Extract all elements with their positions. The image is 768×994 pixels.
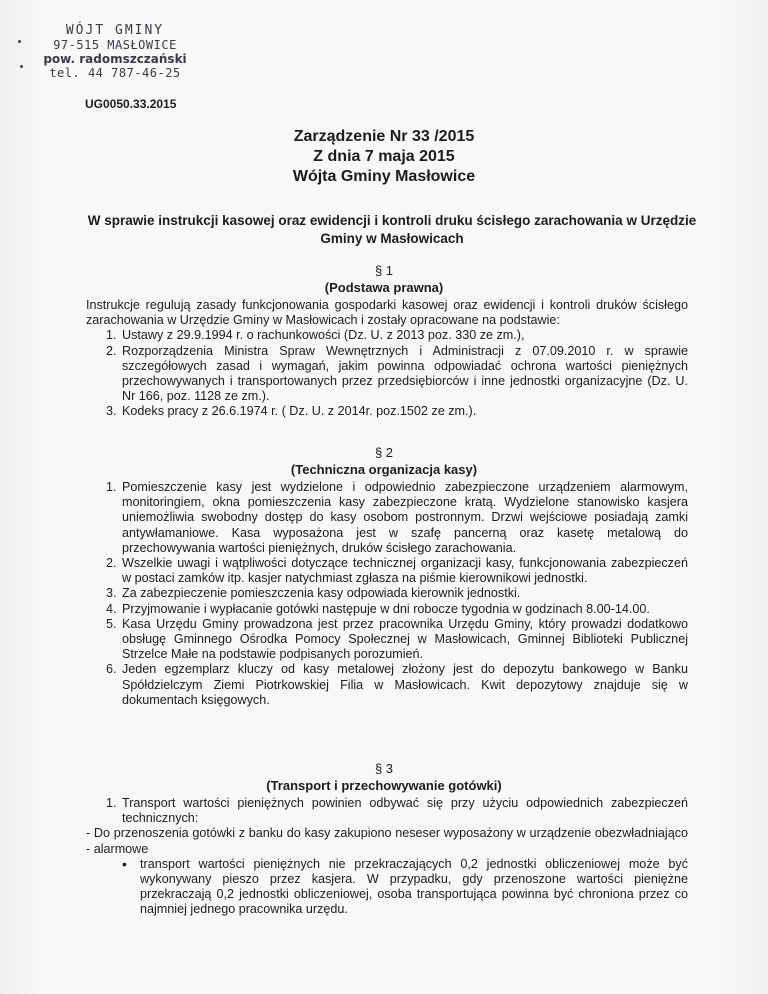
title-line-2: Z dnia 7 maja 2015 <box>313 148 455 165</box>
section-1-intro: Instrukcje regulują zasady funkcjonowania gospodarki kasowej oraz ewidencji i kontroli druków ścisłego zarachowania w Urzędzie Gminy w Masłowicach i zostały opracowane na podstawie: <box>86 298 688 328</box>
section-3-heading: (Transport i przechowywanie gotówki) <box>266 778 502 793</box>
section-2-header <box>0 444 768 478</box>
list-item: 5. Kasa Urzędu Gminy prowadzona jest przez pracownika Urzędu Gminy, który prowadzi dodatkowo obsługę Gminnego Ośrodka Pomocy Społecznej w Masłowicach, Gminnej Biblioteki Publicznej Strzelce Małe na podstawie podpisanych porozumień. <box>120 617 688 663</box>
section-1-number: § 1 <box>374 263 394 278</box>
reference-number: UG0050.33.2015 <box>85 97 177 111</box>
title-line-1: Zarządzenie Nr 33 /2015 <box>293 128 475 145</box>
section-3-bullets <box>86 857 688 918</box>
office-stamp <box>30 24 200 80</box>
section-2-body <box>86 480 688 708</box>
scan-speck <box>18 40 21 43</box>
section-3-list <box>86 796 688 826</box>
list-item: 6. Jeden egzemplarz kluczy od kasy metalowej złożony jest do depozytu bankowego w Banku Spółdzielczym Ziemi Piotrkowskiej Filia w Masłowicach. Kwit depozytowy znajduje się w dokumentach księgowych. <box>120 662 688 708</box>
section-2-list <box>86 480 688 708</box>
section-3-number: § 3 <box>374 761 394 776</box>
section-1-list <box>86 328 688 419</box>
section-3-dash-line: - Do przenoszenia gotówki z banku do kasy zakupiono neseser wyposażony w urządzenie obezwładniająco - alarmowe <box>86 826 688 856</box>
document-title <box>0 127 768 187</box>
section-1-header <box>0 262 768 296</box>
list-item: 3. Za zabezpieczenie pomieszczenia kasy odpowiada kierownik jednostki. <box>120 586 688 601</box>
list-item: 1. Ustawy z 29.9.1994 r. o rachunkowości (Dz. U. z 2013 poz. 330 ze zm.), <box>120 328 688 343</box>
list-item: 4. Przyjmowanie i wypłacanie gotówki następuje w dni robocze tygodnia w godzinach 8.00-14.00. <box>120 602 688 617</box>
title-line-3: Wójta Gminy Masłowice <box>292 168 476 185</box>
bullet-item: • transport wartości pieniężnych nie przekraczających 0,2 jednostki obliczeniowej może być wykonywany pieszo przez kasjera. W przypadku, gdy przenoszone wartości pieniężne przekraczają 0,2 jednostki obliczeniowej, osoba transportująca powinna być chroniona przez co najmniej jednego pracownika urzędu. <box>128 857 688 918</box>
section-3-header <box>0 760 768 794</box>
section-2-number: § 2 <box>374 445 394 460</box>
section-1-body <box>86 298 688 420</box>
document-subject: W sprawie instrukcji kasowej oraz ewidencji i kontroli druku ścisłego zarachowania w Urzędzie Gminy w Masłowicach <box>87 213 697 246</box>
section-2-heading: (Techniczna organizacja kasy) <box>290 462 478 477</box>
stamp-line-1: WÓJT GMINY <box>65 23 165 38</box>
section-3-body <box>86 796 688 918</box>
stamp-line-2: 97-515 MASŁOWICE <box>53 38 177 52</box>
list-item: 2. Rozporządzenia Ministra Spraw Wewnętrznych i Administracji z 07.09.2010 r. w sprawie szczegółowych zasad i wymagań, jakim powinna odpowiadać ochrona wartości pieniężnych przechowywanych i transportowanych przez przedsiębiorców i inne jednostki organizacyjne (Dz. U. Nr 166, poz. 1128 ze zm.). <box>120 344 688 405</box>
stamp-line-3: pow. radomszczański <box>43 52 187 66</box>
list-item: 1. Pomieszczenie kasy jest wydzielone i odpowiednio zabezpieczone urządzeniem alarmowym, monitoringiem, okna pomieszczenia kasy zabezpieczone kratą. Wydzielone stanowisko kasjera uniemożliwia swobodny dostęp do kasy osobom postronnym. Drzwi wejściowe posiadają zamki antywłamaniowe. Kasa wyposażona jest w szafę pancerną oraz kasetę metalową do przechowywania wartości pieniężnych, druków ścisłego zarachowania. <box>120 480 688 556</box>
list-item: 3. Kodeks pracy z 26.6.1974 r. ( Dz. U. z 2014r. poz.1502 ze zm.). <box>120 404 688 419</box>
list-item: 1. Transport wartości pieniężnych powinien odbywać się przy użyciu odpowiednich zabezpieczeń technicznych: <box>120 796 688 826</box>
section-1-heading: (Podstawa prawna) <box>324 280 444 295</box>
stamp-line-4: tel. 44 787-46-25 <box>49 66 181 80</box>
scan-speck <box>20 65 23 68</box>
list-item: 2. Wszelkie uwagi i wątpliwości dotyczące technicznej organizacji kasy, funkcjonowania zabezpieczeń w postaci zamków itp. kasjer natychmiast zgłasza na piśmie kierownikowi jednostki. <box>120 556 688 586</box>
